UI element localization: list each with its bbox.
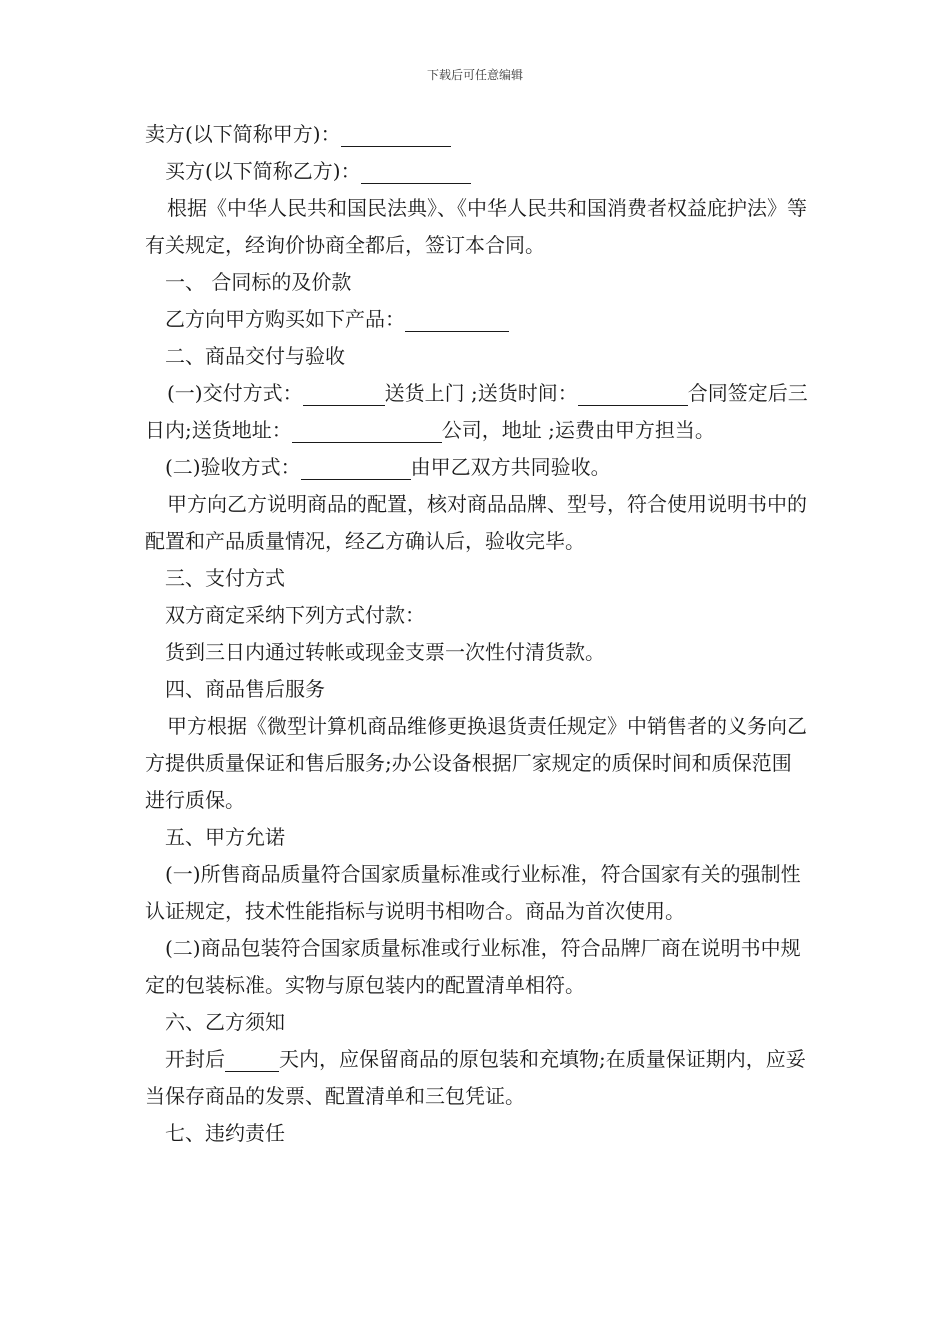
contract-body — [145, 116, 810, 1152]
section-1-title: 一、 合同标的及价款 — [165, 270, 352, 294]
buyer-label: 买方(以下简称乙方)： — [165, 159, 361, 183]
section-5-title: 五、甲方允诺 — [165, 825, 285, 849]
section-3-title: 三、支付方式 — [165, 566, 285, 590]
delivery-time-label: 送货上门 ;送货时间： — [384, 381, 578, 405]
buyer-notice-paragraph — [145, 1041, 810, 1115]
delivery-method-label: (一)交付方式： — [167, 381, 303, 405]
promise-item-1: (一)所售商品质量符合国家质量标准或行业标准，符合国家有关的强制性认证规定，技术性能指标与说明书相吻合。商品为首次使用。 — [145, 862, 801, 923]
acceptance-explain: 甲方向乙方说明商品的配置，核对商品品牌、型号，符合使用说明书中的配置和产品质量情况，经乙方确认后，验收完毕。 — [145, 492, 807, 553]
product-label: 乙方向甲方购买如下产品： — [165, 307, 405, 331]
promise-item-2: (二)商品包装符合国家质量标准或行业标准，符合品牌厂商在说明书中规定的包装标准。实物与原包装内的配置清单相符。 — [145, 936, 801, 997]
page-header-note: 下载后可任意编辑 — [426, 68, 523, 82]
after-sales-paragraph: 甲方根据《微型计算机商品维修更换退货责任规定》中销售者的义务向乙方提供质量保证和售后服务;办公设备根据厂家规定的质保时间和质保范围进行质保。 — [145, 714, 807, 812]
payment-method-line: 双方商定采纳下列方式付款： — [165, 603, 425, 627]
payment-term-line: 货到三日内通过转帐或现金支票一次性付清货款。 — [165, 640, 605, 664]
acceptance-text: 由甲乙双方共同验收。 — [410, 455, 611, 479]
section-2-title: 二、商品交付与验收 — [165, 344, 345, 368]
delivery-address-blank — [292, 420, 442, 443]
buyer-blank — [361, 161, 471, 184]
delivery-freight-text: 公司，地址 ;运费由甲方担当。 — [441, 418, 715, 442]
open-days-blank — [225, 1049, 279, 1072]
seller-blank — [341, 124, 451, 147]
delivery-method-blank — [303, 383, 385, 406]
seller-label: 卖方(以下简称甲方)： — [145, 122, 341, 146]
section-4-title: 四、商品售后服务 — [165, 677, 325, 701]
seller-line — [145, 116, 810, 153]
acceptance-line — [145, 449, 810, 486]
delivery-paragraph — [145, 375, 810, 449]
delivery-time-blank — [578, 383, 688, 406]
buyer-line — [145, 153, 810, 190]
buyer-notice-text: 天内，应保留商品的原包装和充填物;在质量保证期内，应妥当保存商品的发票、配置清单和三包凭证。 — [145, 1047, 806, 1108]
basis-paragraph: 根据《中华人民共和国民法典》、《中华人民共和国消费者权益庇护法》等有关规定，经询价协商全都后，签订本合同。 — [145, 196, 807, 257]
delivery-address-label: 合同签定后三日内;送货地址： — [145, 381, 808, 442]
product-line — [145, 301, 810, 338]
product-blank — [405, 309, 509, 332]
acceptance-label: (二)验收方式： — [165, 455, 301, 479]
acceptance-blank — [301, 457, 411, 480]
section-6-title: 六、乙方须知 — [165, 1010, 285, 1034]
section-7-title: 七、违约责任 — [165, 1121, 285, 1145]
open-days-label: 开封后 — [165, 1047, 225, 1071]
